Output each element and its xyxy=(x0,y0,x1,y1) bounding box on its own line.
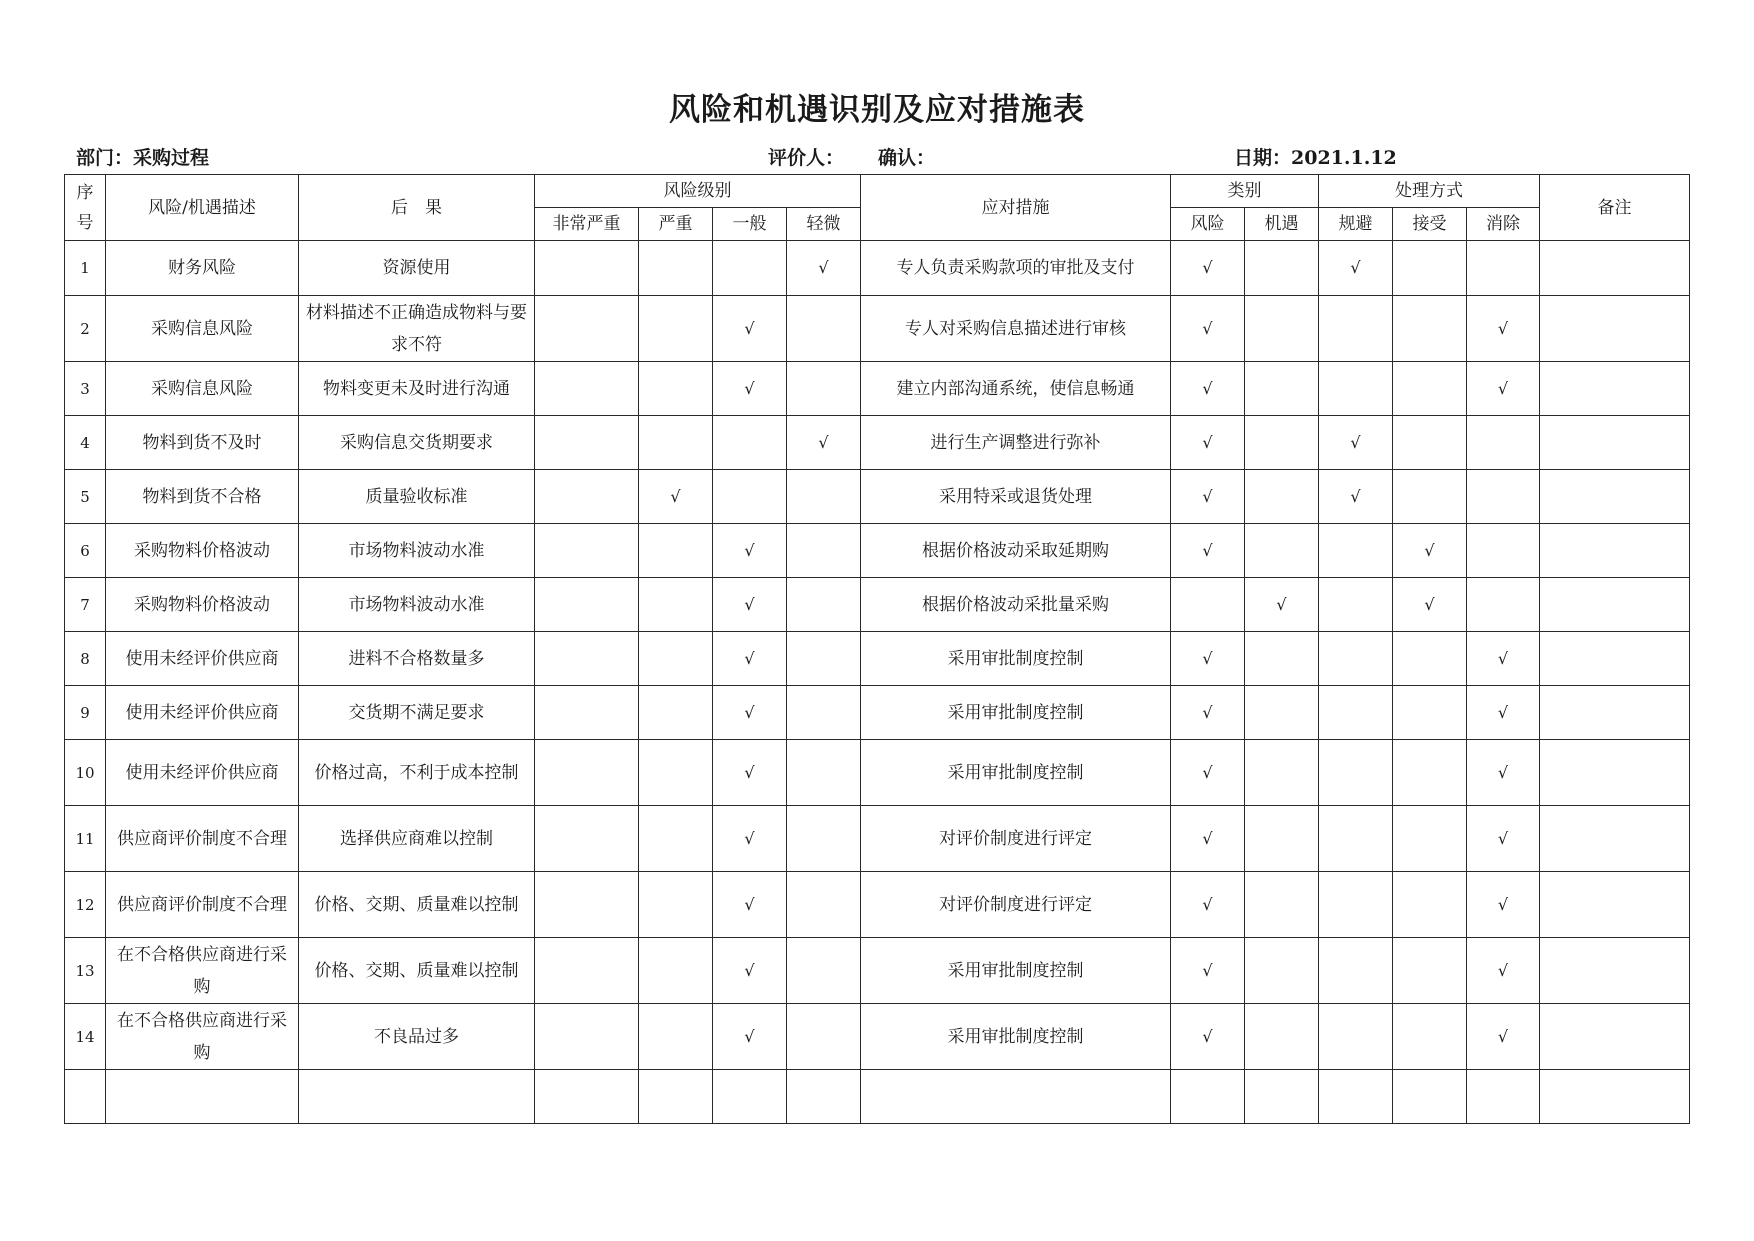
row-consequence: 选择供应商难以控制 xyxy=(299,806,535,872)
empty-row xyxy=(65,1070,1690,1124)
row-consequence: 市场物料波动水准 xyxy=(299,524,535,578)
table-row xyxy=(65,524,1690,578)
empty-cell xyxy=(639,1070,713,1124)
empty-cell-eliminate xyxy=(1467,524,1540,578)
table-row xyxy=(65,632,1690,686)
empty-cell-general xyxy=(713,241,787,296)
row-remarks xyxy=(1540,416,1690,470)
row-measure: 采用特采或退货处理 xyxy=(861,470,1171,524)
check-mark-risk: √ xyxy=(1171,1004,1245,1070)
empty-cell-avoid xyxy=(1319,938,1393,1004)
empty-cell-opportunity xyxy=(1245,296,1319,362)
check-mark-risk: √ xyxy=(1171,872,1245,938)
row-consequence: 价格、交期、质量难以控制 xyxy=(299,938,535,1004)
empty-cell-very-severe xyxy=(535,632,639,686)
check-mark-risk: √ xyxy=(1171,470,1245,524)
empty-cell-minor xyxy=(787,1004,861,1070)
empty-cell-accept xyxy=(1393,740,1467,806)
header-remarks: 备注 xyxy=(1540,175,1690,241)
empty-cell xyxy=(1245,1070,1319,1124)
row-measure: 对评价制度进行评定 xyxy=(861,806,1171,872)
row-consequence: 市场物料波动水准 xyxy=(299,578,535,632)
empty-cell-severe xyxy=(639,806,713,872)
header-eliminate: 消除 xyxy=(1467,208,1540,241)
row-remarks xyxy=(1540,470,1690,524)
check-mark-general: √ xyxy=(713,686,787,740)
table-row xyxy=(65,416,1690,470)
row-consequence: 进料不合格数量多 xyxy=(299,632,535,686)
empty-cell-very-severe xyxy=(535,416,639,470)
row-measure: 进行生产调整进行弥补 xyxy=(861,416,1171,470)
header-opportunity: 机遇 xyxy=(1245,208,1319,241)
empty-cell xyxy=(1467,1070,1540,1124)
row-measure: 建立内部沟通系统，使信息畅通 xyxy=(861,362,1171,416)
row-consequence: 质量验收标准 xyxy=(299,470,535,524)
empty-cell-severe xyxy=(639,938,713,1004)
date-label: 日期：2021.1.12 xyxy=(1234,147,1397,169)
row-measure: 采用审批制度控制 xyxy=(861,740,1171,806)
empty-cell-minor xyxy=(787,470,861,524)
empty-cell-minor xyxy=(787,296,861,362)
header-measures: 应对措施 xyxy=(861,175,1171,241)
check-mark-general: √ xyxy=(713,578,787,632)
table-row xyxy=(65,686,1690,740)
empty-cell-accept xyxy=(1393,362,1467,416)
empty-cell-minor xyxy=(787,578,861,632)
empty-cell-accept xyxy=(1393,296,1467,362)
row-description: 物料到货不及时 xyxy=(106,416,299,470)
empty-cell-very-severe xyxy=(535,296,639,362)
check-mark-risk: √ xyxy=(1171,362,1245,416)
empty-cell-very-severe xyxy=(535,470,639,524)
row-seq: 13 xyxy=(65,938,106,1004)
check-mark-avoid: √ xyxy=(1319,241,1393,296)
row-seq: 4 xyxy=(65,416,106,470)
empty-cell-avoid xyxy=(1319,362,1393,416)
empty-cell-opportunity xyxy=(1245,938,1319,1004)
check-mark-opportunity: √ xyxy=(1245,578,1319,632)
row-consequence: 材料描述不正确造成物料与要求不符 xyxy=(299,296,535,362)
row-measure: 对评价制度进行评定 xyxy=(861,872,1171,938)
row-measure: 采用审批制度控制 xyxy=(861,938,1171,1004)
row-description: 物料到货不合格 xyxy=(106,470,299,524)
empty-cell-severe xyxy=(639,241,713,296)
page-title: 风险和机遇识别及应对措施表 xyxy=(669,92,1085,128)
empty-cell-severe xyxy=(639,872,713,938)
row-description: 使用未经评价供应商 xyxy=(106,686,299,740)
risk-opportunity-table xyxy=(64,174,1690,1124)
check-mark-eliminate: √ xyxy=(1467,740,1540,806)
empty-cell-accept xyxy=(1393,806,1467,872)
empty-cell-opportunity xyxy=(1245,1004,1319,1070)
row-consequence: 资源使用 xyxy=(299,241,535,296)
row-description: 在不合格供应商进行采购 xyxy=(106,1004,299,1070)
table-row xyxy=(65,938,1690,1004)
empty-cell-very-severe xyxy=(535,872,639,938)
row-description: 供应商评价制度不合理 xyxy=(106,872,299,938)
row-description: 采购物料价格波动 xyxy=(106,578,299,632)
row-remarks xyxy=(1540,686,1690,740)
empty-cell-avoid xyxy=(1319,524,1393,578)
row-seq: 8 xyxy=(65,632,106,686)
department-label: 部门：采购过程 xyxy=(76,147,210,169)
check-mark-eliminate: √ xyxy=(1467,1004,1540,1070)
row-seq: 14 xyxy=(65,1004,106,1070)
row-seq: 1 xyxy=(65,241,106,296)
header-severe: 严重 xyxy=(639,208,713,241)
empty-cell-very-severe xyxy=(535,740,639,806)
header-seq: 序 号 xyxy=(65,175,106,241)
empty-cell-general xyxy=(713,416,787,470)
empty-cell-opportunity xyxy=(1245,686,1319,740)
header-description: 风险/机遇描述 xyxy=(106,175,299,241)
empty-cell xyxy=(65,1070,106,1124)
check-mark-risk: √ xyxy=(1171,416,1245,470)
table-row xyxy=(65,470,1690,524)
empty-cell xyxy=(299,1070,535,1124)
empty-cell xyxy=(787,1070,861,1124)
row-remarks xyxy=(1540,1004,1690,1070)
empty-cell-minor xyxy=(787,872,861,938)
empty-cell-very-severe xyxy=(535,686,639,740)
row-remarks xyxy=(1540,524,1690,578)
check-mark-accept: √ xyxy=(1393,524,1467,578)
row-measure: 采用审批制度控制 xyxy=(861,632,1171,686)
empty-cell-general xyxy=(713,470,787,524)
row-description: 采购信息风险 xyxy=(106,296,299,362)
row-description: 供应商评价制度不合理 xyxy=(106,806,299,872)
check-mark-avoid: √ xyxy=(1319,416,1393,470)
row-measure: 专人负责采购款项的审批及支付 xyxy=(861,241,1171,296)
check-mark-risk: √ xyxy=(1171,686,1245,740)
check-mark-eliminate: √ xyxy=(1467,632,1540,686)
empty-cell xyxy=(106,1070,299,1124)
header-accept: 接受 xyxy=(1393,208,1467,241)
row-consequence: 交货期不满足要求 xyxy=(299,686,535,740)
check-mark-general: √ xyxy=(713,872,787,938)
check-mark-eliminate: √ xyxy=(1467,872,1540,938)
header-category: 类别 xyxy=(1171,175,1319,208)
empty-cell-accept xyxy=(1393,632,1467,686)
header-risk: 风险 xyxy=(1171,208,1245,241)
check-mark-eliminate: √ xyxy=(1467,806,1540,872)
empty-cell-accept xyxy=(1393,686,1467,740)
header-very-severe: 非常严重 xyxy=(535,208,639,241)
row-seq: 12 xyxy=(65,872,106,938)
table-row xyxy=(65,296,1690,362)
row-consequence: 采购信息交货期要求 xyxy=(299,416,535,470)
table-row xyxy=(65,1004,1690,1070)
empty-cell-avoid xyxy=(1319,740,1393,806)
empty-cell-severe xyxy=(639,362,713,416)
empty-cell-minor xyxy=(787,806,861,872)
empty-cell xyxy=(1393,1070,1467,1124)
header-handling: 处理方式 xyxy=(1319,175,1540,208)
check-mark-eliminate: √ xyxy=(1467,938,1540,1004)
header-consequence: 后 果 xyxy=(299,175,535,241)
check-mark-severe: √ xyxy=(639,470,713,524)
check-mark-eliminate: √ xyxy=(1467,362,1540,416)
empty-cell-accept xyxy=(1393,470,1467,524)
header-risk-level: 风险级别 xyxy=(535,175,861,208)
empty-cell-severe xyxy=(639,1004,713,1070)
table-row xyxy=(65,872,1690,938)
empty-cell-severe xyxy=(639,296,713,362)
empty-cell xyxy=(1540,1070,1690,1124)
empty-cell-minor xyxy=(787,740,861,806)
row-seq: 5 xyxy=(65,470,106,524)
check-mark-general: √ xyxy=(713,938,787,1004)
row-seq: 2 xyxy=(65,296,106,362)
empty-cell-severe xyxy=(639,740,713,806)
row-remarks xyxy=(1540,938,1690,1004)
check-mark-risk: √ xyxy=(1171,632,1245,686)
check-mark-risk: √ xyxy=(1171,740,1245,806)
empty-cell-opportunity xyxy=(1245,632,1319,686)
check-mark-minor: √ xyxy=(787,241,861,296)
header-minor: 轻微 xyxy=(787,208,861,241)
check-mark-risk: √ xyxy=(1171,806,1245,872)
empty-cell-opportunity xyxy=(1245,806,1319,872)
empty-cell-minor xyxy=(787,938,861,1004)
row-description: 财务风险 xyxy=(106,241,299,296)
check-mark-risk: √ xyxy=(1171,241,1245,296)
check-mark-general: √ xyxy=(713,362,787,416)
row-measure: 根据价格波动采批量采购 xyxy=(861,578,1171,632)
empty-cell-very-severe xyxy=(535,806,639,872)
row-consequence: 价格、交期、质量难以控制 xyxy=(299,872,535,938)
row-description: 采购信息风险 xyxy=(106,362,299,416)
check-mark-risk: √ xyxy=(1171,296,1245,362)
header-avoid: 规避 xyxy=(1319,208,1393,241)
table-row xyxy=(65,806,1690,872)
check-mark-general: √ xyxy=(713,1004,787,1070)
check-mark-avoid: √ xyxy=(1319,470,1393,524)
empty-cell-severe xyxy=(639,578,713,632)
empty-cell xyxy=(713,1070,787,1124)
empty-cell-very-severe xyxy=(535,362,639,416)
header-row-1 xyxy=(65,175,1690,208)
row-measure: 根据价格波动采取延期购 xyxy=(861,524,1171,578)
table-row xyxy=(65,578,1690,632)
row-remarks xyxy=(1540,296,1690,362)
empty-cell-opportunity xyxy=(1245,470,1319,524)
row-seq: 11 xyxy=(65,806,106,872)
check-mark-risk: √ xyxy=(1171,524,1245,578)
empty-cell-eliminate xyxy=(1467,470,1540,524)
row-seq: 7 xyxy=(65,578,106,632)
check-mark-general: √ xyxy=(713,740,787,806)
empty-cell-accept xyxy=(1393,938,1467,1004)
empty-cell-severe xyxy=(639,416,713,470)
empty-cell-opportunity xyxy=(1245,872,1319,938)
check-mark-general: √ xyxy=(713,806,787,872)
empty-cell-eliminate xyxy=(1467,416,1540,470)
row-seq: 10 xyxy=(65,740,106,806)
empty-cell xyxy=(1319,1070,1393,1124)
row-seq: 3 xyxy=(65,362,106,416)
empty-cell-minor xyxy=(787,524,861,578)
empty-cell-risk xyxy=(1171,578,1245,632)
row-description: 在不合格供应商进行采购 xyxy=(106,938,299,1004)
table-row xyxy=(65,241,1690,296)
check-mark-eliminate: √ xyxy=(1467,296,1540,362)
row-remarks xyxy=(1540,241,1690,296)
header-general: 一般 xyxy=(713,208,787,241)
empty-cell-opportunity xyxy=(1245,740,1319,806)
row-description: 使用未经评价供应商 xyxy=(106,740,299,806)
check-mark-accept: √ xyxy=(1393,578,1467,632)
row-remarks xyxy=(1540,362,1690,416)
empty-cell-minor xyxy=(787,362,861,416)
row-seq: 6 xyxy=(65,524,106,578)
empty-cell-very-severe xyxy=(535,524,639,578)
row-measure: 采用审批制度控制 xyxy=(861,1004,1171,1070)
empty-cell-minor xyxy=(787,632,861,686)
empty-cell-minor xyxy=(787,686,861,740)
evaluator-label: 评价人： xyxy=(768,147,845,169)
empty-cell-severe xyxy=(639,632,713,686)
empty-cell-accept xyxy=(1393,1004,1467,1070)
empty-cell-eliminate xyxy=(1467,578,1540,632)
row-measure: 专人对采购信息描述进行审核 xyxy=(861,296,1171,362)
row-description: 使用未经评价供应商 xyxy=(106,632,299,686)
table-row xyxy=(65,362,1690,416)
row-remarks xyxy=(1540,578,1690,632)
empty-cell-avoid xyxy=(1319,578,1393,632)
empty-cell-very-severe xyxy=(535,578,639,632)
row-description: 采购物料价格波动 xyxy=(106,524,299,578)
empty-cell-very-severe xyxy=(535,938,639,1004)
empty-cell-avoid xyxy=(1319,1004,1393,1070)
row-remarks xyxy=(1540,740,1690,806)
row-seq: 9 xyxy=(65,686,106,740)
empty-cell xyxy=(1171,1070,1245,1124)
row-consequence: 物料变更未及时进行沟通 xyxy=(299,362,535,416)
empty-cell-opportunity xyxy=(1245,416,1319,470)
empty-cell-severe xyxy=(639,686,713,740)
empty-cell-opportunity xyxy=(1245,524,1319,578)
empty-cell-avoid xyxy=(1319,686,1393,740)
empty-cell-avoid xyxy=(1319,296,1393,362)
empty-cell-eliminate xyxy=(1467,241,1540,296)
empty-cell-avoid xyxy=(1319,632,1393,686)
empty-cell-accept xyxy=(1393,872,1467,938)
empty-cell-very-severe xyxy=(535,241,639,296)
row-consequence: 不良品过多 xyxy=(299,1004,535,1070)
confirm-label: 确认： xyxy=(878,147,936,169)
empty-cell xyxy=(861,1070,1171,1124)
check-mark-general: √ xyxy=(713,524,787,578)
check-mark-minor: √ xyxy=(787,416,861,470)
empty-cell-accept xyxy=(1393,416,1467,470)
empty-cell xyxy=(535,1070,639,1124)
row-remarks xyxy=(1540,632,1690,686)
check-mark-general: √ xyxy=(713,296,787,362)
empty-cell-avoid xyxy=(1319,806,1393,872)
row-remarks xyxy=(1540,872,1690,938)
check-mark-eliminate: √ xyxy=(1467,686,1540,740)
row-remarks xyxy=(1540,806,1690,872)
check-mark-general: √ xyxy=(713,632,787,686)
empty-cell-avoid xyxy=(1319,872,1393,938)
row-measure: 采用审批制度控制 xyxy=(861,686,1171,740)
empty-cell-severe xyxy=(639,524,713,578)
row-consequence: 价格过高，不利于成本控制 xyxy=(299,740,535,806)
table-body xyxy=(65,241,1690,1124)
empty-cell-accept xyxy=(1393,241,1467,296)
empty-cell-very-severe xyxy=(535,1004,639,1070)
check-mark-risk: √ xyxy=(1171,938,1245,1004)
table-row xyxy=(65,740,1690,806)
empty-cell-opportunity xyxy=(1245,241,1319,296)
empty-cell-opportunity xyxy=(1245,362,1319,416)
